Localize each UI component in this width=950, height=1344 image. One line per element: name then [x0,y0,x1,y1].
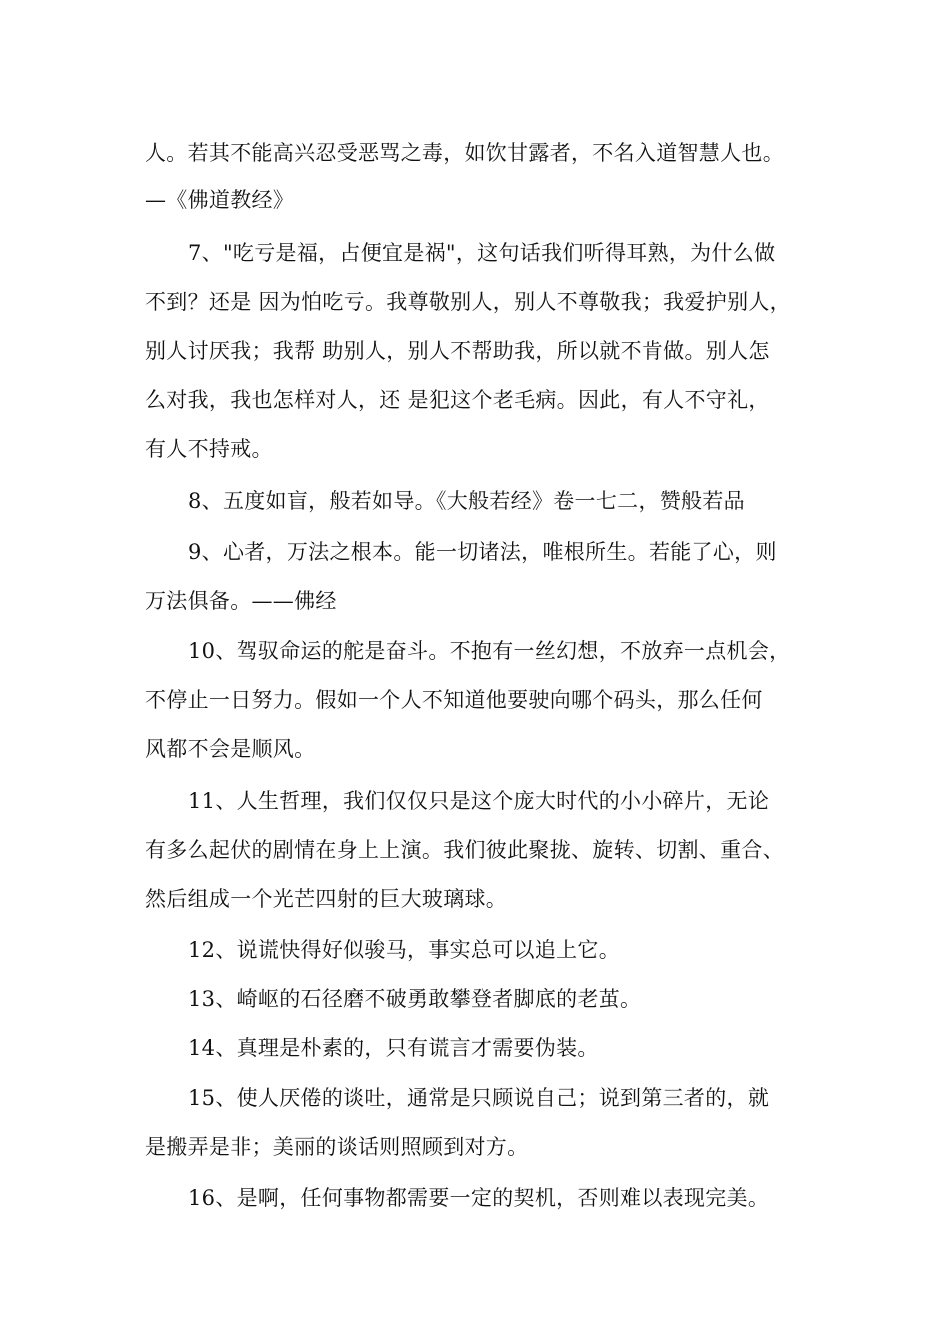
text-line: 别人讨厌我；我帮 助别人，别人不帮助我，所以就不肯做。别人怎 [145,339,770,363]
text-line: 12、说谎快得好似骏马，事实总可以追上它。 [188,938,621,962]
text-line: 万法俱备。——佛经 [145,589,337,613]
text-line: 是搬弄是非；美丽的谈话则照顾到对方。 [145,1135,529,1159]
text-line: 有人不持戒。 [145,437,273,461]
text-line: 11、人生哲理，我们仅仅只是这个庞大时代的小小碎片，无论 [188,789,770,813]
text-line: 9、心者，万法之根本。能一切诸法，唯根所生。若能了心，则 [188,540,777,564]
text-line: 人。若其不能高兴忍受恶骂之毒，如饮甘露者，不名入道智慧人也。 [145,141,784,165]
text-line: 14、真理是朴素的，只有谎言才需要伪装。 [188,1036,599,1060]
text-line: 8、五度如盲，般若如导。《大般若经》卷一七二，赞般若品 [188,489,745,513]
text-line: 7、"吃亏是福，占便宜是祸"，这句话我们听得耳熟，为什么做 [188,241,776,265]
text-line: 风都不会是顺风。 [145,737,316,761]
text-line: 13、崎岖的石径磨不破勇敢攀登者脚底的老茧。 [188,987,642,1011]
text-line: 不停止一日努力。假如一个人不知道他要驶向哪个码头，那么任何 [145,688,763,712]
text-line: 然后组成一个光芒四射的巨大玻璃球。 [145,887,508,911]
text-line: 16、是啊，任何事物都需要一定的契机，否则难以表现完美。 [188,1186,770,1210]
text-line: 有多么起伏的剧情在身上上演。我们彼此聚拢、旋转、切割、重合、 [145,838,784,862]
text-line: 15、使人厌倦的谈吐，通常是只顾说自己；说到第三者的，就 [188,1086,770,1110]
text-line: 么对我，我也怎样对人，还 是犯这个老毛病。因此，有人不守礼， [145,388,770,412]
text-line: —《佛道教经》 [145,188,295,212]
text-line: 10、驾驭命运的舵是奋斗。不抱有一丝幻想，不放弃一点机会， [188,639,791,663]
text-line: 不到？还是 因为怕吃亏。我尊敬别人，别人不尊敬我；我爱护别人， [145,290,791,314]
